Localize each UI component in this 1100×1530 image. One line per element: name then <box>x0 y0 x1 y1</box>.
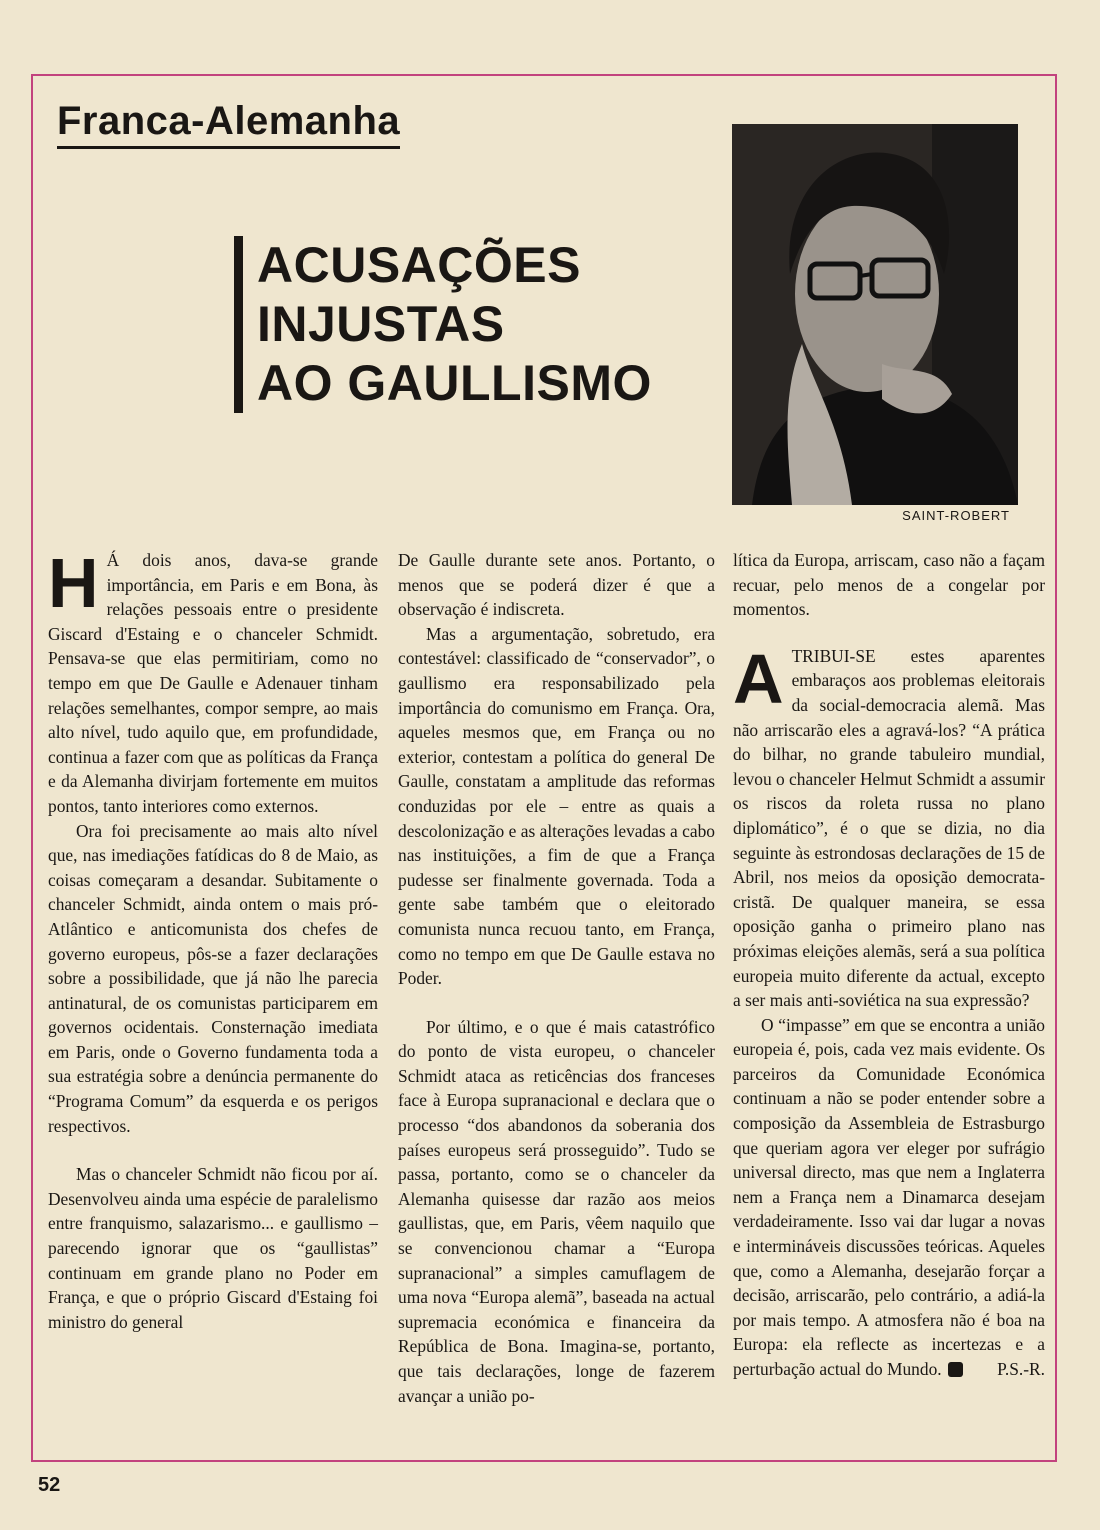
portrait-photo <box>732 124 1018 505</box>
portrait-illustration <box>732 124 1018 505</box>
photo-caption: SAINT-ROBERT <box>902 508 1010 523</box>
paragraph: Mas o chanceler Schmidt não ficou por aí. Desenvolveu ainda uma espécie de paralelismo entre franquismo, salazarismo... e gaullismo – parecendo ignorar que os “gaullistas” continuam em grande plano no Poder em França, e que o próprio Giscard d'Estaing foi ministro do general <box>48 1164 378 1332</box>
paragraph <box>48 544 378 819</box>
drop-cap: A <box>733 639 784 718</box>
paragraph: Mas a argumentação, sobretudo, era contestável: classificado de “conservador”, o gaullismo era responsabilizado pela importância do comunismo em França. Ora, aqueles mesmos que, em França ou no exterior, contestam a política do general De Gaulle, constatam a amplitude das reformas conduzidas por ele – entre as quais a descolonização e as alterações levadas a cabo nas instituições, a fim de que a França pudesse ser finalmente governada. Toda a gente sabe também que o eleitorado comunista nunca recuou tanto, em França, como no tempo em que De Gaulle estava no Poder. <box>398 623 715 989</box>
section-rubric: Franca-Alemanha <box>57 98 400 149</box>
paragraph: Por último, e o que é mais catastrófico do ponto de vista europeu, o chanceler Schmidt ataca as reticências dos franceses face à Europa supranacional e declara que o processo “dos abandonos da soberania dos países europeus será prosseguido”. Tudo se passa, portanto, como se o chanceler da Alemanha quisesse dar razão aos meios gaullistas, que, em Paris, vêem naquilo que se convencionou chamar a “Europa supranacional” a simples camuflagem de uma nova “Europa alemã”, baseada na actual supremacia económica e financeira da República de Bona. Imagina-se, portanto, que tais declarações, longe de fazerem avançar a união po- <box>398 1016 715 1406</box>
headline-line-1: ACUSAÇÕES <box>257 237 581 293</box>
paragraph <box>733 1013 1045 1382</box>
end-mark-icon <box>948 1362 963 1377</box>
article-column-2 <box>398 548 715 1408</box>
paragraph <box>733 639 1045 1013</box>
author-signature: P.S.-R. <box>997 1359 1045 1379</box>
paragraph: De Gaulle durante sete anos. Portanto, o menos que se poderá dizer é que a observação é indiscreta. <box>398 550 715 620</box>
headline-line-3: AO GAULLISMO <box>257 355 652 411</box>
paragraph-text: Á dois anos, dava-se grande importância, em Paris e em Bona, às relações pessoais entre o presidente Giscard d'Estaing e o chanceler Schmidt. Pensava-se que elas permitiriam, como no tempo em que De Gaulle e Adenauer tinham relações semelhantes, compor sempre, ao mais alto nível, tudo aquilo que, em profundidade, continua a fazer com que as políticas da França e da Alemanha divirjam fortemente em muitos pontos, tanto interiores como externos. <box>48 550 378 816</box>
paragraph-text: TRIBUI-SE estes aparentes embaraços aos problemas eleitorais da social-democracia alemã. Mas não arriscarão eles a agravá-los? “A prática do bilhar, no grande tabuleiro mundial, levou o chanceler Helmut Schmidt a assumir os riscos da roleta russa no plano diplomático”, é o que se dizia, no dia seguinte às estrondosas declarações de 15 de Abril, nos meios da oposição democrata-cristã. De qualquer maneira, se essa oposição ganha o primeiro plano nas próximas eleições alemãs, será a sua política europeia muito diferente da actual, excepto a ser mais anti-soviética na sua expressão? <box>733 645 1045 1011</box>
headline <box>234 236 717 413</box>
page-number: 52 <box>38 1474 61 1496</box>
drop-cap: H <box>48 544 99 622</box>
article-column-1 <box>48 544 378 1334</box>
headline-line-2: INJUSTAS <box>257 296 505 352</box>
article-column-3 <box>733 548 1045 1382</box>
paragraph-text: O “impasse” em que se encontra a união europeia é, pois, cada vez mais evidente. Os parceiros da Comunidade Económica continuam a não se poder entender sobre a composição da Assembleia de Estrasburgo que queriam agora ver eleger por sufrágio universal directo, mas que nem a Inglaterra nem a França nem a Dinamarca desejam verdadeiramente. Isso vai dar lugar a novas e intermináveis discussões teóricas. Aqueles que, como a Alemanha, desejarão forçar a decisão, arriscarão, pelo contrário, a adiá-la por mais tempo. A atmosfera não é boa na Europa: ela reflecte as incertezas e a perturbação actual do Mundo. <box>733 1014 1045 1379</box>
paragraph: Ora foi precisamente ao mais alto nível que, nas imediações fatídicas do 8 de Maio, as coisas começaram a desandar. Subitamente o chanceler Schmidt, ainda ontem o mais pró-Atlântico e anticomunista dos chefes de governo europeus, pôs-se a fazer declarações sobre a possibilidade, que já não lhe parecia antinatural, de os comunistas participarem em governos ocidentais. Consternação imediata em Paris, onde o Governo fundamenta toda a sua estratégia sobre a denúncia permanente do “Programa Comum” da esquerda e os perigos respectivos. <box>48 820 378 1136</box>
paragraph: lítica da Europa, arriscam, caso não a façam recuar, pelo menos de a congelar por momentos. <box>733 550 1045 620</box>
